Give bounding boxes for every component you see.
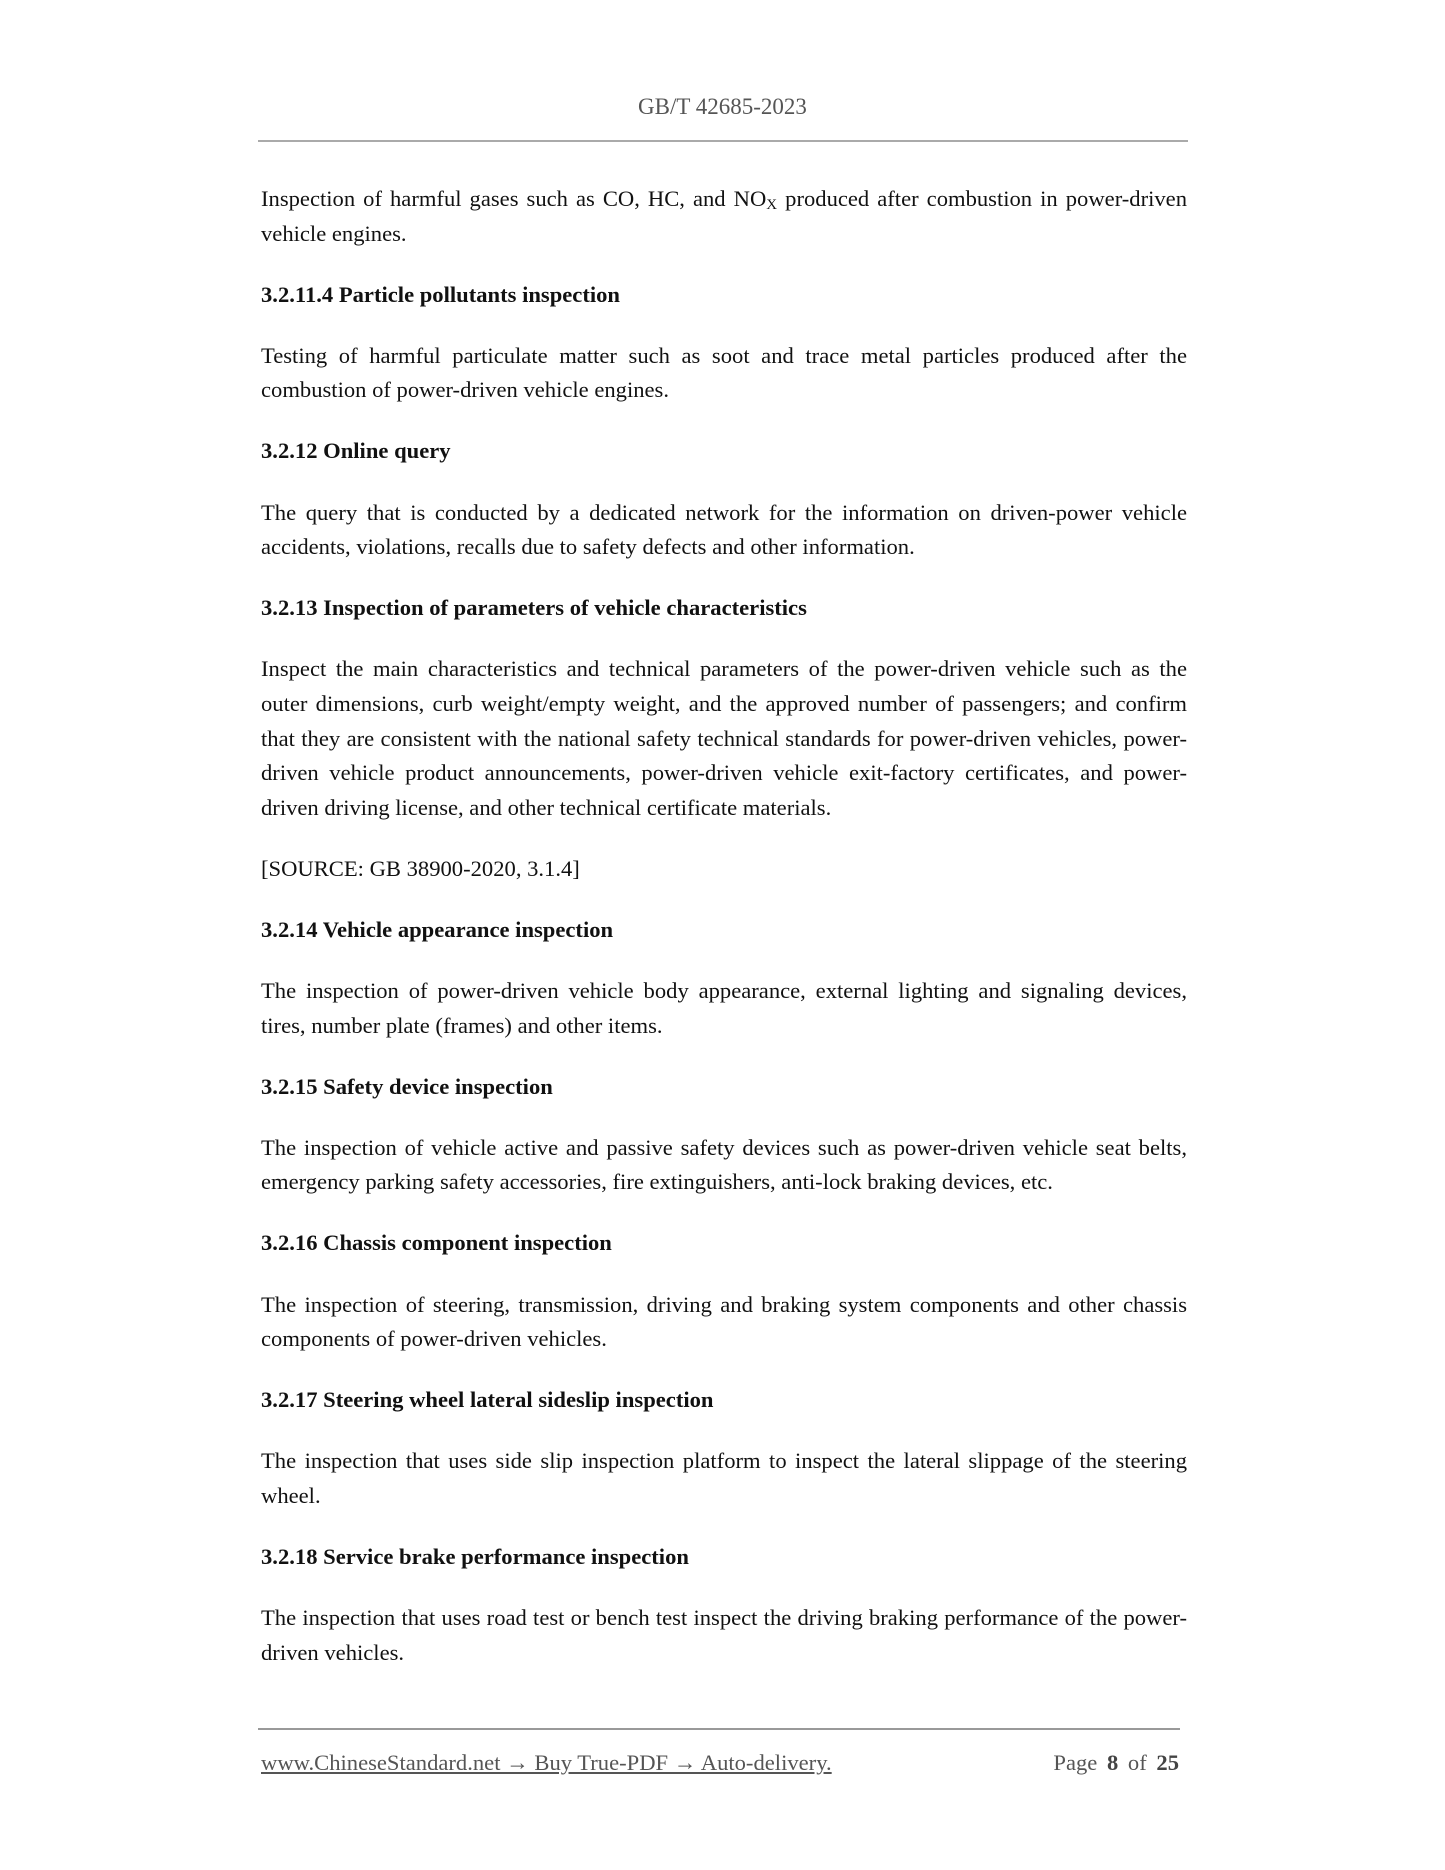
section-paragraph: The inspection that uses road test or bench test inspect the driving braking performance of the power-driven vehicles. [261,1605,1187,1665]
sections [261,278,1187,1671]
intro-text: Inspection of harmful gases such as CO, HC, and NO [261,186,767,211]
section-heading: 3.2.12 Online query [261,438,451,464]
page-number: 8 [1106,1750,1119,1775]
section-paragraph: The inspection of steering, transmission, driving and braking system components and other chassis components of power-driven vehicles. [261,1291,1187,1352]
section-heading: 3.2.15 Safety device inspection [261,1073,553,1099]
section-paragraph: The inspection of power-driven vehicle body appearance, external lighting and signaling devices, tires, number plate (frames) and other items. [261,978,1187,1038]
section-heading: 3.2.13 Inspection of parameters of vehicle characteristics [261,595,807,621]
section-heading: 3.2.17 Steering wheel lateral sideslip inspection [261,1387,714,1413]
section-paragraph: Inspect the main characteristics and technical parameters of the power-driven vehicle such as the outer dimensions, curb weight/empty weight, and the approved number of passengers; and confirm that they are consistent with the national safety technical standards for power-driven vehicles, power-driven vehicle product announcements, power-driven vehicle exit-factory certificates, and power-driven driving license, and other technical certificate materials. [261,656,1187,820]
page-label: Page [1053,1750,1098,1775]
section-heading: 3.2.11.4 Particle pollutants inspection [261,281,620,307]
document-header-title: GB/T 42685-2023 [638,94,807,119]
intro-paragraph [261,182,1187,251]
intro-text-cont: produced after combustion in power-driven vehicle engines. [261,186,1188,246]
section-heading: 3.2.16 Chassis component inspection [261,1230,612,1256]
section-paragraph: The inspection that uses side slip inspection platform to inspect the lateral slippage of the steering wheel. [261,1448,1187,1508]
section-paragraph: [SOURCE: GB 38900-2020, 3.1.4] [261,855,580,881]
section-paragraph: Testing of harmful particulate matter such as soot and trace metal particles produced after the combustion of power-driven vehicle engines. [261,342,1187,403]
document-body [261,182,1187,1697]
section-paragraph: The query that is conducted by a dedicated network for the information on driven-power vehicle accidents, violations, recalls due to safety defects and other information. [261,499,1187,560]
section-paragraph: The inspection of vehicle active and passive safety devices such as power-driven vehicle seat belts, emergency parking safety accessories, fire extinguishers, anti-lock braking devices, etc. [261,1134,1187,1195]
header-divider [258,140,1188,142]
subscript: X [766,197,778,213]
page-indicator [1053,1750,1179,1776]
section-heading: 3.2.14 Vehicle appearance inspection [261,916,614,942]
section-heading: 3.2.18 Service brake performance inspection [261,1544,689,1570]
footer-link[interactable]: www.ChineseStandard.net → Buy True-PDF → Auto-delivery. [261,1750,832,1775]
page-total: 25 [1156,1750,1179,1775]
of-label: of [1127,1750,1147,1775]
footer-divider [258,1728,1180,1730]
